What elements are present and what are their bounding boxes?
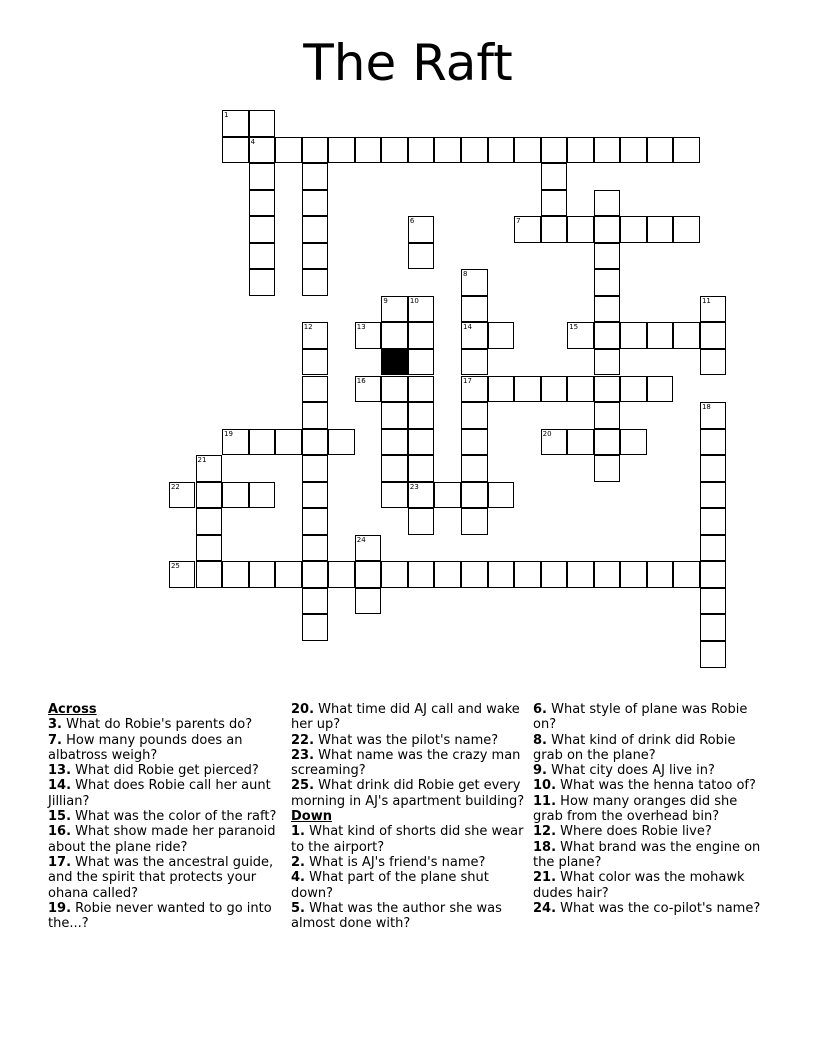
grid-cell[interactable] bbox=[222, 561, 249, 588]
clue-item bbox=[48, 733, 284, 764]
grid-cell[interactable] bbox=[249, 561, 276, 588]
clue-item bbox=[48, 901, 284, 932]
grid-cell[interactable] bbox=[302, 349, 329, 376]
cell-number: 12 bbox=[303, 323, 313, 332]
clue-number: 24. bbox=[533, 900, 557, 916]
grid-cell[interactable] bbox=[381, 322, 408, 349]
grid-cell[interactable] bbox=[620, 322, 647, 349]
grid-cell[interactable] bbox=[673, 216, 700, 243]
grid-cell[interactable] bbox=[700, 508, 727, 535]
cell-number: 23 bbox=[409, 482, 419, 491]
grid-cell[interactable] bbox=[222, 137, 249, 164]
cell-number: 9 bbox=[383, 296, 388, 305]
grid-cell[interactable] bbox=[222, 110, 249, 137]
clue-number: 4. bbox=[291, 870, 305, 886]
clue-item bbox=[291, 748, 527, 779]
clue-item bbox=[291, 901, 527, 932]
clue-text: What is AJ's friend's name? bbox=[304, 854, 486, 870]
grid-cell[interactable] bbox=[408, 137, 435, 164]
clue-item bbox=[291, 733, 527, 748]
grid-cell[interactable] bbox=[541, 216, 568, 243]
clue-text: What kind of shorts did she wear to the airport? bbox=[291, 824, 524, 855]
grid-cell[interactable] bbox=[700, 296, 727, 323]
grid-cell[interactable] bbox=[594, 349, 621, 376]
grid-cell[interactable] bbox=[594, 322, 621, 349]
clue-text: What was the color of the raft? bbox=[71, 809, 277, 825]
clue-number: 10. bbox=[533, 778, 557, 794]
cell-number: 21 bbox=[197, 456, 207, 465]
clue-text: Robie never wanted to go into the...? bbox=[48, 900, 272, 932]
clue-number: 9. bbox=[533, 763, 547, 779]
grid-cell[interactable] bbox=[249, 243, 276, 270]
clue-text: What city does AJ live in? bbox=[546, 763, 715, 779]
grid-cell[interactable] bbox=[196, 455, 223, 482]
grid-cell[interactable] bbox=[620, 137, 647, 164]
grid-cell[interactable] bbox=[302, 614, 329, 641]
grid-cell[interactable] bbox=[594, 455, 621, 482]
clue-item bbox=[533, 733, 769, 764]
down-heading: Down bbox=[291, 809, 332, 825]
grid-cell[interactable] bbox=[249, 110, 276, 137]
grid-cell[interactable] bbox=[355, 137, 382, 164]
grid-cell[interactable] bbox=[700, 614, 727, 641]
grid-cell[interactable] bbox=[169, 482, 196, 509]
cell-number: 18 bbox=[701, 403, 711, 412]
clue-item bbox=[48, 855, 284, 901]
grid-cell[interactable] bbox=[355, 561, 382, 588]
grid-cell[interactable] bbox=[302, 429, 329, 456]
grid-cell[interactable] bbox=[541, 561, 568, 588]
grid-cell[interactable] bbox=[196, 535, 223, 562]
grid-cell[interactable] bbox=[302, 482, 329, 509]
grid-cell[interactable] bbox=[381, 561, 408, 588]
grid-cell[interactable] bbox=[408, 296, 435, 323]
grid-cell[interactable] bbox=[328, 137, 355, 164]
grid-cell[interactable] bbox=[381, 296, 408, 323]
grid-cell[interactable] bbox=[700, 349, 727, 376]
clue-text: What was the author she was almost done with? bbox=[291, 900, 502, 932]
across-clue-list bbox=[48, 717, 284, 931]
grid-cell[interactable] bbox=[355, 535, 382, 562]
grid-cell[interactable] bbox=[488, 561, 515, 588]
across-clue-list-continued bbox=[291, 702, 527, 809]
grid-cell[interactable] bbox=[700, 429, 727, 456]
grid-cell[interactable] bbox=[302, 535, 329, 562]
grid-cell[interactable] bbox=[620, 376, 647, 403]
grid-cell[interactable] bbox=[302, 402, 329, 429]
grid-cell[interactable] bbox=[594, 376, 621, 403]
grid-cell[interactable] bbox=[222, 429, 249, 456]
cell-number: 13 bbox=[356, 323, 366, 332]
grid-cell[interactable] bbox=[302, 561, 329, 588]
grid-cell[interactable] bbox=[514, 561, 541, 588]
clue-item bbox=[533, 794, 769, 825]
grid-cell[interactable] bbox=[328, 561, 355, 588]
grid-cell[interactable] bbox=[408, 482, 435, 509]
clue-text: What did Robie get pierced? bbox=[71, 763, 259, 779]
grid-cell[interactable] bbox=[434, 482, 461, 509]
grid-cell[interactable] bbox=[461, 561, 488, 588]
grid-cell[interactable] bbox=[408, 455, 435, 482]
clue-item bbox=[533, 824, 769, 839]
clue-number: 7. bbox=[48, 732, 62, 748]
grid-cell[interactable] bbox=[249, 429, 276, 456]
grid-cell[interactable] bbox=[567, 429, 594, 456]
cell-number: 1 bbox=[224, 111, 229, 119]
grid-cell[interactable] bbox=[196, 508, 223, 535]
grid-cell[interactable] bbox=[567, 216, 594, 243]
grid-cell[interactable] bbox=[594, 190, 621, 217]
grid-cell[interactable] bbox=[249, 163, 276, 190]
grid-cell[interactable] bbox=[381, 376, 408, 403]
grid-cell[interactable] bbox=[461, 322, 488, 349]
clue-number: 17. bbox=[48, 854, 72, 870]
grid-cell[interactable] bbox=[594, 296, 621, 323]
cell-number: 6 bbox=[409, 217, 415, 226]
grid-cell[interactable] bbox=[249, 269, 276, 296]
clue-number: 12. bbox=[533, 824, 557, 840]
clue-number: 14. bbox=[48, 778, 72, 794]
grid-cell[interactable] bbox=[461, 349, 488, 376]
grid-cell[interactable] bbox=[302, 508, 329, 535]
clue-text: What show made her paranoid about the plane ride? bbox=[48, 824, 276, 855]
grid-cell[interactable] bbox=[461, 482, 488, 509]
grid-cell[interactable] bbox=[408, 561, 435, 588]
clue-item bbox=[291, 870, 527, 901]
clue-text: What drink did Robie get every morning in AJ's apartment building? bbox=[291, 778, 525, 809]
grid-cell[interactable] bbox=[647, 137, 674, 164]
clues-column-1 bbox=[48, 702, 284, 931]
grid-cell[interactable] bbox=[408, 322, 435, 349]
grid-cell[interactable] bbox=[461, 376, 488, 403]
grid-cell[interactable] bbox=[700, 588, 727, 615]
grid-cell[interactable] bbox=[567, 322, 594, 349]
grid-cell[interactable] bbox=[700, 535, 727, 562]
clue-number: 5. bbox=[291, 900, 305, 916]
clue-number: 20. bbox=[291, 702, 315, 717]
grid-cell[interactable] bbox=[594, 429, 621, 456]
grid-cell[interactable] bbox=[700, 641, 727, 668]
cell-number: 17 bbox=[463, 376, 472, 385]
clue-text: What time did AJ call and wake her up? bbox=[291, 702, 520, 733]
clue-number: 25. bbox=[291, 778, 315, 794]
clue-number: 6. bbox=[533, 702, 547, 717]
grid-cell[interactable] bbox=[381, 402, 408, 429]
grid-cell[interactable] bbox=[594, 269, 621, 296]
clue-number: 11. bbox=[533, 793, 557, 809]
black-cell bbox=[381, 349, 408, 376]
grid-cell[interactable] bbox=[249, 190, 276, 217]
clue-item bbox=[291, 855, 527, 870]
grid-cell[interactable] bbox=[302, 243, 329, 270]
grid-cell[interactable] bbox=[408, 376, 435, 403]
clue-item bbox=[291, 778, 527, 809]
grid-cell[interactable] bbox=[488, 482, 515, 509]
clue-number: 8. bbox=[533, 732, 547, 748]
clue-text: What does Robie call her aunt Jillian? bbox=[48, 778, 271, 809]
clue-item bbox=[291, 824, 527, 855]
clue-item bbox=[291, 702, 527, 733]
grid-cell[interactable] bbox=[275, 561, 302, 588]
grid-cell[interactable] bbox=[408, 508, 435, 535]
grid-cell[interactable] bbox=[620, 429, 647, 456]
grid-cell[interactable] bbox=[381, 137, 408, 164]
grid-cell[interactable] bbox=[673, 137, 700, 164]
grid-cell[interactable] bbox=[700, 561, 727, 588]
grid-cell[interactable] bbox=[275, 429, 302, 456]
grid-cell[interactable] bbox=[461, 455, 488, 482]
grid-cell[interactable] bbox=[408, 429, 435, 456]
grid-cell[interactable] bbox=[541, 429, 568, 456]
grid-cell[interactable] bbox=[302, 376, 329, 403]
grid-cell[interactable] bbox=[647, 322, 674, 349]
grid-cell[interactable] bbox=[541, 190, 568, 217]
cell-number: 8 bbox=[463, 270, 468, 279]
cell-number: 11 bbox=[701, 296, 711, 305]
clue-number: 23. bbox=[291, 747, 315, 763]
across-heading: Across bbox=[48, 702, 97, 717]
cell-number: 20 bbox=[542, 429, 552, 438]
grid-cell[interactable] bbox=[408, 243, 435, 270]
grid-cell[interactable] bbox=[222, 482, 249, 509]
grid-cell[interactable] bbox=[647, 376, 674, 403]
clue-item bbox=[533, 870, 769, 901]
clue-text: What color was the mohawk dudes hair? bbox=[533, 870, 745, 901]
clue-number: 1. bbox=[291, 824, 305, 840]
clue-text: What was the henna tatoo of? bbox=[556, 778, 756, 794]
grid-cell[interactable] bbox=[594, 137, 621, 164]
clue-text: What part of the plane shut down? bbox=[291, 870, 489, 901]
grid-cell[interactable] bbox=[461, 508, 488, 535]
grid-cell[interactable] bbox=[275, 137, 302, 164]
clue-text: What was the pilot's name? bbox=[314, 732, 499, 748]
grid-cell[interactable] bbox=[567, 561, 594, 588]
grid-cell[interactable] bbox=[488, 137, 515, 164]
grid-cell[interactable] bbox=[488, 322, 515, 349]
grid-cell[interactable] bbox=[408, 349, 435, 376]
grid-cell[interactable] bbox=[196, 482, 223, 509]
grid-cell[interactable] bbox=[514, 376, 541, 403]
clue-item bbox=[533, 840, 769, 871]
grid-cell[interactable] bbox=[381, 482, 408, 509]
grid-cell[interactable] bbox=[594, 243, 621, 270]
clue-number: 15. bbox=[48, 809, 72, 825]
clue-number: 22. bbox=[291, 732, 315, 748]
grid-cell[interactable] bbox=[700, 482, 727, 509]
down-clue-list bbox=[291, 824, 527, 931]
clue-text: What brand was the engine on the plane? bbox=[533, 839, 761, 870]
grid-cell[interactable] bbox=[567, 376, 594, 403]
clue-item bbox=[533, 778, 769, 793]
grid-cell[interactable] bbox=[700, 402, 727, 429]
clue-number: 3. bbox=[48, 717, 62, 733]
grid-cell[interactable] bbox=[302, 190, 329, 217]
cell-number: 22 bbox=[170, 482, 180, 491]
grid-cell[interactable] bbox=[408, 216, 435, 243]
clue-item bbox=[533, 763, 769, 778]
cell-number: 14 bbox=[463, 323, 472, 332]
clue-text: How many oranges did she grab from the overhead bin? bbox=[533, 793, 738, 825]
grid-cell[interactable] bbox=[461, 296, 488, 323]
grid-cell[interactable] bbox=[302, 588, 329, 615]
grid-cell[interactable] bbox=[461, 429, 488, 456]
clue-number: 2. bbox=[291, 854, 305, 870]
grid-cell[interactable] bbox=[567, 137, 594, 164]
grid-cell[interactable] bbox=[700, 455, 727, 482]
grid-cell[interactable] bbox=[249, 216, 276, 243]
cell-number: 7 bbox=[516, 217, 521, 226]
clue-number: 16. bbox=[48, 824, 72, 840]
grid-cell[interactable] bbox=[541, 163, 568, 190]
clues-column-3 bbox=[533, 702, 769, 916]
grid-cell[interactable] bbox=[355, 376, 382, 403]
grid-cell[interactable] bbox=[594, 216, 621, 243]
grid-cell[interactable] bbox=[328, 429, 355, 456]
grid-cell[interactable] bbox=[700, 322, 727, 349]
clue-item bbox=[533, 702, 769, 733]
grid-cell[interactable] bbox=[541, 376, 568, 403]
clue-item bbox=[48, 778, 284, 809]
clue-text: How many pounds does an albatross weigh? bbox=[48, 732, 243, 763]
clue-text: What name was the crazy man screaming? bbox=[291, 747, 521, 779]
grid-cell[interactable] bbox=[249, 137, 276, 164]
cell-number: 4 bbox=[250, 137, 256, 146]
grid-cell[interactable] bbox=[673, 561, 700, 588]
cell-number: 10 bbox=[409, 296, 419, 305]
grid-cell[interactable] bbox=[594, 561, 621, 588]
clue-item bbox=[48, 717, 284, 732]
clue-item bbox=[48, 824, 284, 855]
grid-cell[interactable] bbox=[461, 137, 488, 164]
grid-cell[interactable] bbox=[514, 137, 541, 164]
clue-number: 21. bbox=[533, 870, 557, 886]
grid-cell[interactable] bbox=[381, 429, 408, 456]
clue-text: What was the co-pilot's name? bbox=[556, 900, 761, 916]
grid-cell[interactable] bbox=[408, 402, 435, 429]
grid-cell[interactable] bbox=[541, 137, 568, 164]
grid-cell[interactable] bbox=[355, 588, 382, 615]
cell-number: 24 bbox=[356, 535, 366, 544]
clue-number: 13. bbox=[48, 763, 72, 779]
grid-cell[interactable] bbox=[302, 216, 329, 243]
clue-item bbox=[533, 901, 769, 916]
cell-number: 25 bbox=[170, 562, 180, 571]
clue-text: What style of plane was Robie on? bbox=[533, 702, 748, 733]
clue-item bbox=[48, 809, 284, 824]
grid-cell[interactable] bbox=[647, 561, 674, 588]
grid-cell[interactable] bbox=[514, 216, 541, 243]
cell-number: 15 bbox=[569, 323, 579, 332]
cell-number: 19 bbox=[224, 429, 233, 438]
grid-cell[interactable] bbox=[196, 561, 223, 588]
grid-cell[interactable] bbox=[461, 402, 488, 429]
grid-cell[interactable] bbox=[461, 269, 488, 296]
clue-text: What do Robie's parents do? bbox=[61, 717, 253, 733]
clue-number: 19. bbox=[48, 900, 72, 916]
grid-cell[interactable] bbox=[302, 137, 329, 164]
grid-cell[interactable] bbox=[620, 216, 647, 243]
clues-column-2 bbox=[291, 702, 527, 931]
clue-text: What was the ancestral guide, and the spirit that protects your ohana called? bbox=[48, 854, 274, 901]
grid-cell[interactable] bbox=[673, 322, 700, 349]
grid-cell[interactable] bbox=[355, 322, 382, 349]
grid-cell[interactable] bbox=[434, 137, 461, 164]
cell-number: 16 bbox=[356, 376, 366, 385]
clue-number: 18. bbox=[533, 839, 557, 855]
grid-cell[interactable] bbox=[381, 455, 408, 482]
down-clue-list-continued bbox=[533, 702, 769, 916]
clue-text: What kind of drink did Robie grab on the plane? bbox=[533, 732, 736, 763]
grid-cell[interactable] bbox=[302, 269, 329, 296]
grid-cell[interactable] bbox=[302, 455, 329, 482]
grid-cell[interactable] bbox=[434, 561, 461, 588]
grid-cell[interactable] bbox=[647, 216, 674, 243]
grid-cell[interactable] bbox=[620, 561, 647, 588]
grid-cell[interactable] bbox=[169, 561, 196, 588]
grid-cell[interactable] bbox=[594, 402, 621, 429]
grid-cell[interactable] bbox=[488, 376, 515, 403]
clue-text: Where does Robie live? bbox=[556, 824, 712, 840]
puzzle-title: The Raft bbox=[303, 34, 513, 92]
grid-cell[interactable] bbox=[302, 163, 329, 190]
grid-cell[interactable] bbox=[302, 322, 329, 349]
grid-cell[interactable] bbox=[249, 482, 276, 509]
clue-item bbox=[48, 763, 284, 778]
